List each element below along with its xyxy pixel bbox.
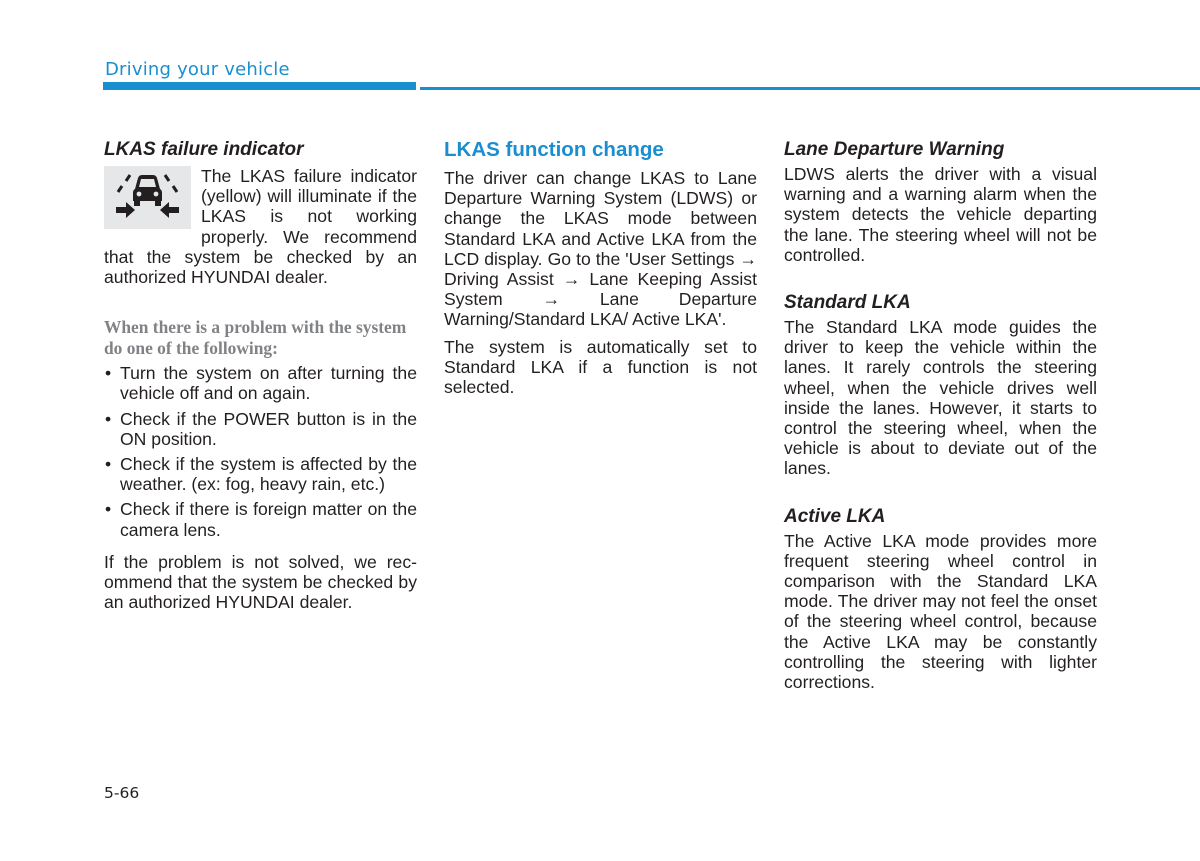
troubleshoot-list [104, 363, 417, 540]
standard-lka-paragraph: The Standard LKA mode guides the driver to keep the vehicle within the lanes. It rarely controls the steering wheel, when the vehicle drives well inside the lanes. However, it starts to control the steering wheel, when the vehicle is about to deviate out of the lanes. [784, 317, 1097, 479]
list-item: • Check if the system is affected by the weather. (ex: fog, heavy rain, etc.) [104, 454, 417, 494]
default-setting-paragraph: The system is automatically set to Standard LKA if a function is not selected. [444, 336, 757, 398]
problem-heading: When there is a problem with the system do one of the following: [104, 317, 407, 358]
active-lka-heading: Active LKA [784, 505, 886, 527]
active-lka-paragraph: The Active LKA mode provides more frequent steering wheel control in comparison with the Standard LKA mode. The driver may not feel the onset of the steering wheel control, because the Active LKA may be constantly controlling the steering with lighter corrections. [784, 530, 1097, 693]
closing-paragraph: If the problem is not solved, we recommend that the system be checked by an authorized HYUNDAI dealer. [104, 551, 417, 613]
ldw-heading: Lane Departure Warning [784, 139, 1005, 160]
lkas-failure-heading: LKAS failure indicator [104, 139, 304, 160]
function-change-heading: LKAS function change [444, 138, 664, 161]
column-left [104, 138, 417, 612]
list-item: • Check if there is foreign matter on the camera lens. [104, 499, 417, 539]
list-item: • Turn the system on after turning the vehicle off and on again. [104, 363, 417, 403]
lkas-failure-intro: The LKAS failure indicator (yellow) will illuminate if the LKAS is not working properly. We recommend that the system be checked by an authorized HYUNDAI dealer. [104, 166, 417, 288]
ldw-paragraph: LDWS alerts the driver with a visual warning and a warning alarm when the system detects the vehicle departing the lane. The steering wheel will not be controlled. [784, 164, 1097, 265]
header-rule-thin [420, 87, 1200, 90]
column-right [784, 138, 1097, 692]
column-middle [444, 138, 757, 397]
function-change-paragraph: The driver can change LKAS to Lane Departure Warning System (LDWS) or change the LKAS mode between Standard LKA and Active LKA from the LCD display. Go to the 'User Settings → Driving Assist → Lane Keeping Assist System → Lane Departure Warning/Standard LKA/ Active LKA'. [444, 168, 757, 330]
list-item: • Check if the POWER button is in the ON position. [104, 409, 417, 449]
lkas-failure-indicator-icon [104, 166, 191, 229]
indicator-block [104, 166, 417, 287]
page-number: 5-66 [104, 784, 140, 802]
section-title: Driving your vehicle [105, 59, 290, 80]
standard-lka-heading: Standard LKA [784, 292, 911, 314]
header-rule-thick [103, 82, 416, 90]
